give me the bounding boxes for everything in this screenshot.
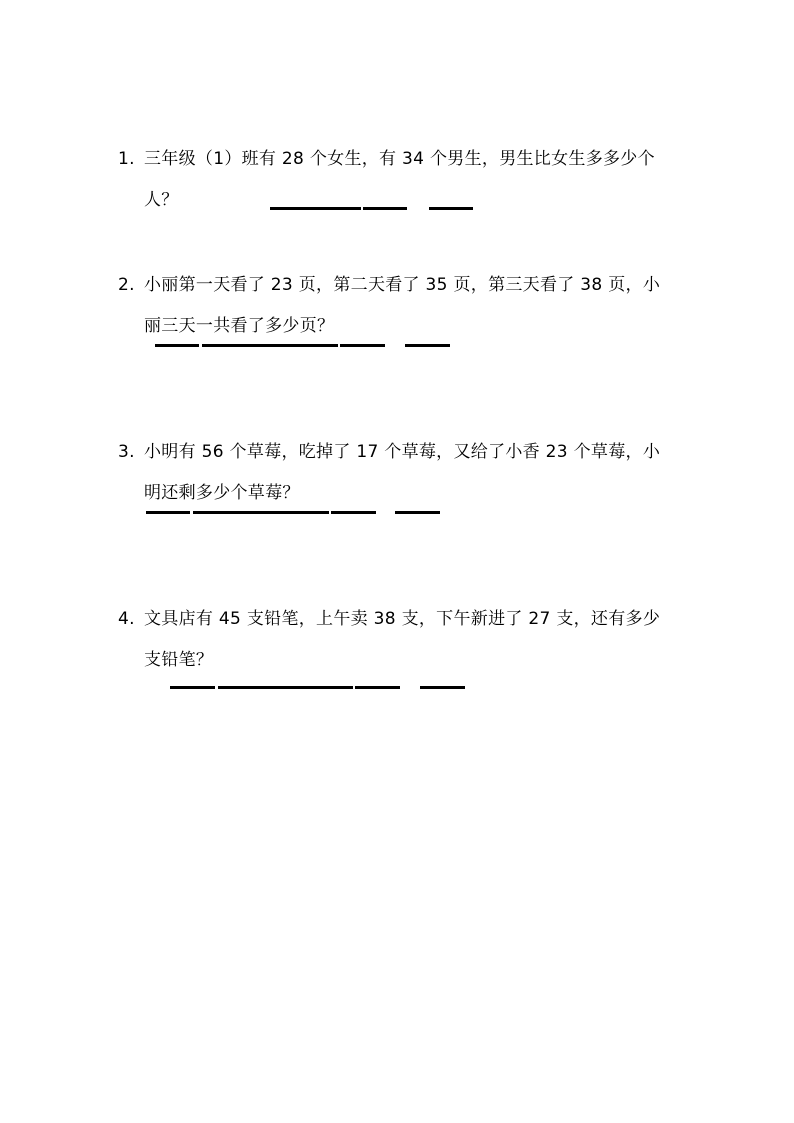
question-3	[0, 439, 794, 559]
answer-blank-equation-1[interactable]	[170, 686, 215, 689]
answer-blank-unit[interactable]	[395, 511, 440, 514]
question-text-line-2: 明还剩多少个草莓？	[144, 483, 300, 503]
answer-blank-equation-3[interactable]	[355, 686, 400, 689]
question-1	[0, 146, 794, 266]
question-text-line-1: 文具店有 45 支铅笔，上午卖 38 支，下午新进了 27 支，还有多少	[144, 609, 661, 629]
question-text-line-2: 丽三天一共看了多少页？	[144, 316, 335, 336]
answer-blank-equation-3[interactable]	[331, 511, 376, 514]
question-text-line-1: 小明有 56 个草莓，吃掉了 17 个草莓，又给了小香 23 个草莓，小	[144, 442, 661, 462]
question-text-line-2: 人？	[144, 190, 179, 210]
question-2	[0, 272, 794, 392]
question-text-line-1: 三年级（1）班有 28 个女生，有 34 个男生，男生比女生多多少个	[144, 149, 655, 169]
answer-blank-equation-1[interactable]	[146, 511, 190, 514]
answer-blank-equation-3[interactable]	[340, 344, 385, 347]
answer-blank-equation-2[interactable]	[202, 344, 338, 347]
answer-blank-equation-1[interactable]	[155, 344, 199, 347]
question-number: 3.	[118, 442, 135, 462]
question-text-line-1: 小丽第一天看了 23 页，第二天看了 35 页，第三天看了 38 页，小	[144, 275, 661, 295]
answer-blank-equation-2[interactable]	[193, 511, 329, 514]
question-4	[0, 606, 794, 726]
answer-blank-equation-2[interactable]	[218, 686, 353, 689]
question-number: 2.	[118, 275, 135, 295]
question-number: 4.	[118, 609, 135, 629]
answer-blank-equation-2[interactable]	[363, 207, 407, 210]
answer-blank-unit[interactable]	[405, 344, 450, 347]
question-number: 1.	[118, 149, 135, 169]
answer-blank-unit[interactable]	[420, 686, 465, 689]
question-text-line-2: 支铅笔？	[144, 650, 214, 670]
answer-blank-unit[interactable]	[429, 207, 473, 210]
answer-blank-equation-1[interactable]	[270, 207, 361, 210]
